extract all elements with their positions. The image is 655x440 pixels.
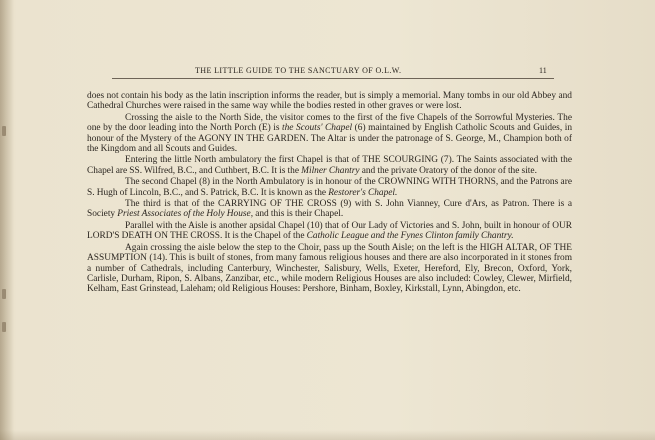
paragraph-text: Crossing the aisle to the North Side, the visitor comes to the first of the five Chapels of the Sorrowful Mysteries. The one by the door leading into the North Porch (E) is [87, 112, 572, 134]
paragraph-text: The second Chapel (8) in the North Ambulatory is in honour of the CROWNING WITH THORNS, and the Patrons are S. Hugh of Lincoln, B.C., and S. Patrick, B.C. It is known as the [87, 177, 572, 198]
binding-mark [2, 126, 6, 136]
paragraph-tomb-memorial [87, 91, 572, 112]
society-name-italic: Priest Associates of the Holy House, [117, 209, 254, 220]
paragraph-text: Parallel with the Aisle is another apsidal Chapel (10) that of Our Lady of Victories and S. John, built in honour of OUR LORD'S DEATH ON THE CROSS. It is the Chapel of the [87, 220, 572, 242]
paragraph-carrying-cross-chapel [87, 199, 572, 220]
chapel-name-italic: Milner Chantry [301, 165, 360, 176]
page-number: 11 [539, 66, 547, 75]
paragraph-crowning-chapel [87, 177, 572, 198]
paragraph-scourging-chapel [87, 155, 572, 176]
paragraph-text: does not contain his body as the latin inscription informs the reader, but is simply a memorial. Many tombs in our old Abbey and Cathedral Churches were raised in the same way while the bodies rested in other graves or were lost. [87, 91, 572, 112]
body-text [87, 91, 572, 295]
binding-mark [2, 289, 6, 299]
paragraph-text: Entering the little North ambulatory the first Chapel is that of THE SCOURGING (7). The Saints associated with the Chapel are SS. Wilfred, B.C., and Cuthbert, B.C. It is the [87, 155, 572, 176]
running-head: THE LITTLE GUIDE TO THE SANCTUARY OF O.L.W. [195, 66, 402, 75]
paragraph-text: and the private Oratory of the donor of the site. [359, 165, 537, 176]
chantry-name-italic: Catholic League and the Fynes Clinton family Chantry. [306, 231, 514, 242]
paragraph-high-altar [87, 243, 572, 295]
paragraph-victories-chapel [87, 221, 572, 242]
paragraph-text: (6) maintained by English Catholic Scouts and Guides, in honour of the Mystery of the AGONY IN THE GARDEN. The Altar is under the patronage of S. George, M., Champion both of the Kingdom and all Scouts and Guides. [87, 123, 573, 155]
chapel-name-italic: Restorer's Chapel. [328, 187, 398, 198]
binding-mark [2, 322, 6, 332]
paragraph-text: and this is their Chapel. [253, 209, 344, 220]
paragraph-scouts-chapel [87, 113, 572, 155]
paragraph-text: The third is that of the CARRYING OF THE CROSS (9) with S. John Vianney, Cure d'Ars, as Patron. There is a Society [87, 199, 572, 220]
paragraph-text: Again crossing the aisle below the step to the Choir, pass up the South Aisle; on the left is the HIGH ALTAR, OF THE ASSUMPTION (14). This is built of stones, from many famous religious houses and there are also incorporated in it stones from a number of Cathedrals, including Canterbury, Winchester, Salisbury, Wells, Exeter, Hereford, Ely, Brecon, Oxford, York, Carlisle, Durham, Ripon, S. Albans, Zanzibar, etc., while modern Religious Houses are also included: Cowley, Clewer, Mirfield, Kelham, East Grinstead, Laleham; old Religious Houses: Pershore, Binham, Boxley, Kirkstall, Lynn, Abingdon, etc. [87, 242, 572, 295]
page-edge-shadow [0, 430, 655, 440]
binding-shadow [0, 0, 14, 440]
header-rule [112, 78, 554, 79]
chapel-name-italic: the Scouts' Chapel [282, 123, 353, 134]
